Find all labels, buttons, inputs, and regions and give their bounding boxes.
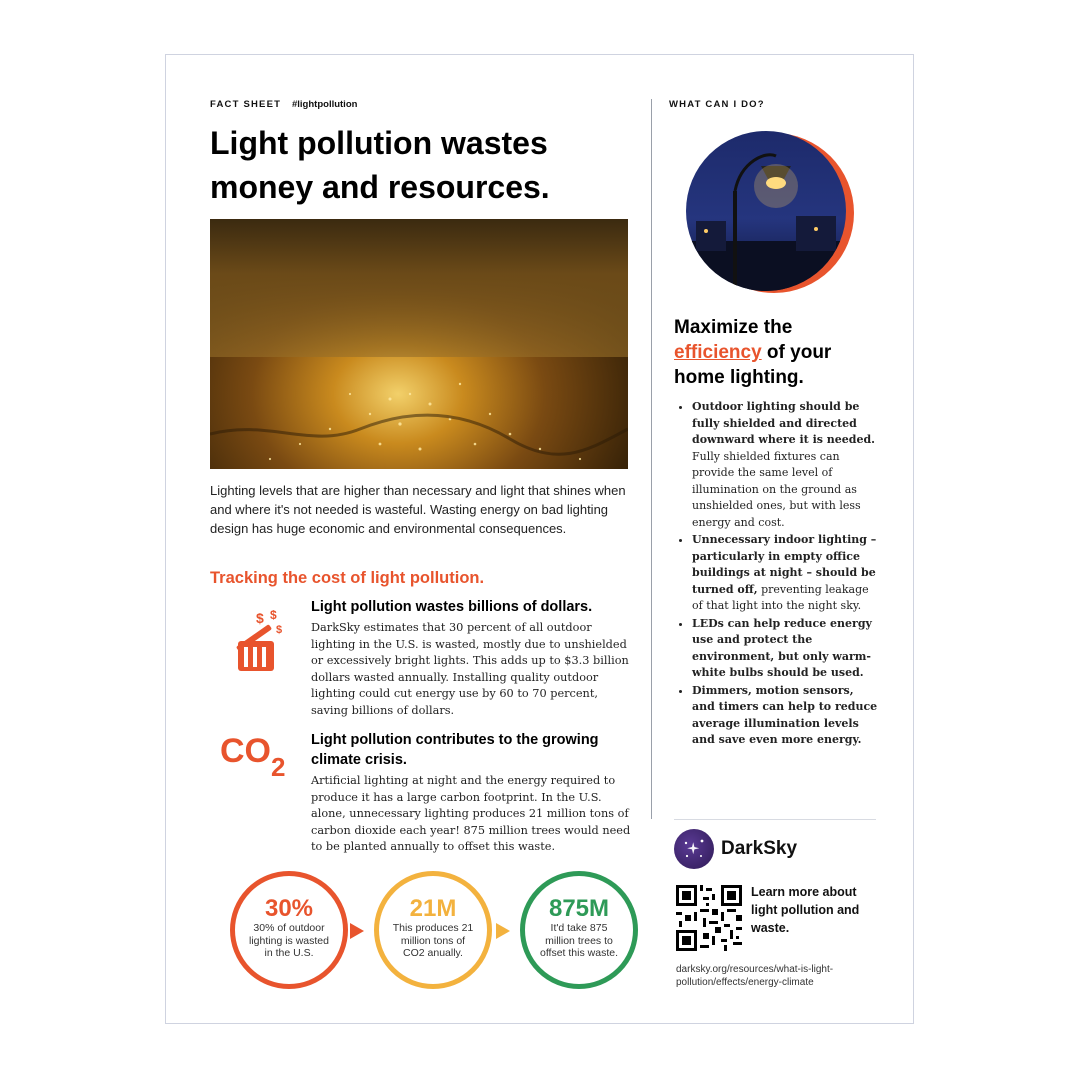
resource-link[interactable]: darksky.org/resources/what-is-light-pollution/effects/energy-climate — [676, 964, 834, 988]
learn-more-text: Learn more about light pollution and waste. — [751, 885, 860, 935]
street-lamp-photo — [686, 131, 856, 295]
trash-money-icon — [220, 605, 290, 675]
list-item: • Dimmers, motion sensors, and timers can help to reduce average illumination levels and save even more energy. — [692, 683, 878, 749]
item-2-heading: Light pollution contributes to the growing climate crisis. — [311, 732, 599, 768]
item-1-heading: Light pollution wastes billions of dollars. — [311, 599, 593, 615]
intro-paragraph: Lighting levels that are higher than necessary and light that shines when and where it's not needed is wasteful. Wasting energy on bad lighting design has huge economic and environmental consequences. — [210, 483, 626, 536]
doc-kicker: FACT SHEET — [210, 99, 282, 110]
svg-text:$: $ — [270, 608, 277, 622]
sidebar-heading: Maximize the efficiency of your home lighting. — [674, 317, 832, 388]
stat-circle-trees: 875M It'd take 875 million trees to offset this waste. — [520, 871, 638, 989]
stat-circle-wasted: 30% 30% of outdoor lighting is wasted in the U.S. — [230, 871, 348, 989]
darksky-logo-icon — [674, 829, 714, 869]
arrow-icon — [496, 923, 510, 939]
qr-code[interactable] — [676, 885, 742, 951]
svg-text:$: $ — [276, 624, 283, 636]
sidebar-divider — [674, 819, 876, 820]
list-item: • Unnecessary indoor lighting – particularly in empty office buildings at night – should be turned off, preventing leakage of that light into the night sky. — [692, 532, 878, 615]
city-lights-aerial-photo — [210, 219, 628, 469]
sidebar-kicker: WHAT CAN I DO? — [669, 99, 765, 110]
item-1-body: DarkSky estimates that 30 percent of all outdoor lighting in the U.S. is wasted, mostly due to unshielded or excessively bright lights. This adds up to $3.3 billion dollars wasted annually. Installing quality outdoor lighting could cut energy use by 60 to 70 percent, saving billions of dollars. — [311, 621, 629, 717]
darksky-brand-name: DarkSky — [721, 838, 798, 859]
doc-hashtag: #lightpollution — [292, 99, 358, 110]
tips-list — [674, 399, 878, 750]
list-item: • LEDs can help reduce energy use and protect the environment, but only warm-white bulbs should be used. — [692, 616, 878, 682]
stat-circle-co2: 21M This produces 21 million tons of CO2 anually. — [374, 871, 492, 989]
page-title — [210, 121, 630, 209]
efficiency-highlight: efficiency — [674, 342, 762, 363]
section-title: Tracking the cost of light pollution. — [210, 569, 485, 587]
list-item: • Outdoor lighting should be fully shielded and directed downward where it is needed. Fully shielded fixtures can provide the same level of illumination on the ground as unshielded ones, but with less energy and cost. — [692, 399, 878, 531]
arrow-icon — [350, 923, 364, 939]
title-line-2: money and resources. — [210, 169, 550, 205]
fact-sheet-page — [165, 54, 914, 1024]
column-divider — [651, 99, 652, 819]
co2-icon: CO2 — [220, 732, 286, 782]
svg-text:$: $ — [256, 610, 264, 626]
title-line-1: Light pollution wastes — [210, 125, 548, 161]
item-2-body: Artificial lighting at night and the energy required to produce it has a large carbon footprint. In the U.S. alone, unnecessary lighting produces 21 million tons of carbon dioxide each year! 875 million trees would need to be planted annually to offset this waste. — [311, 774, 631, 853]
